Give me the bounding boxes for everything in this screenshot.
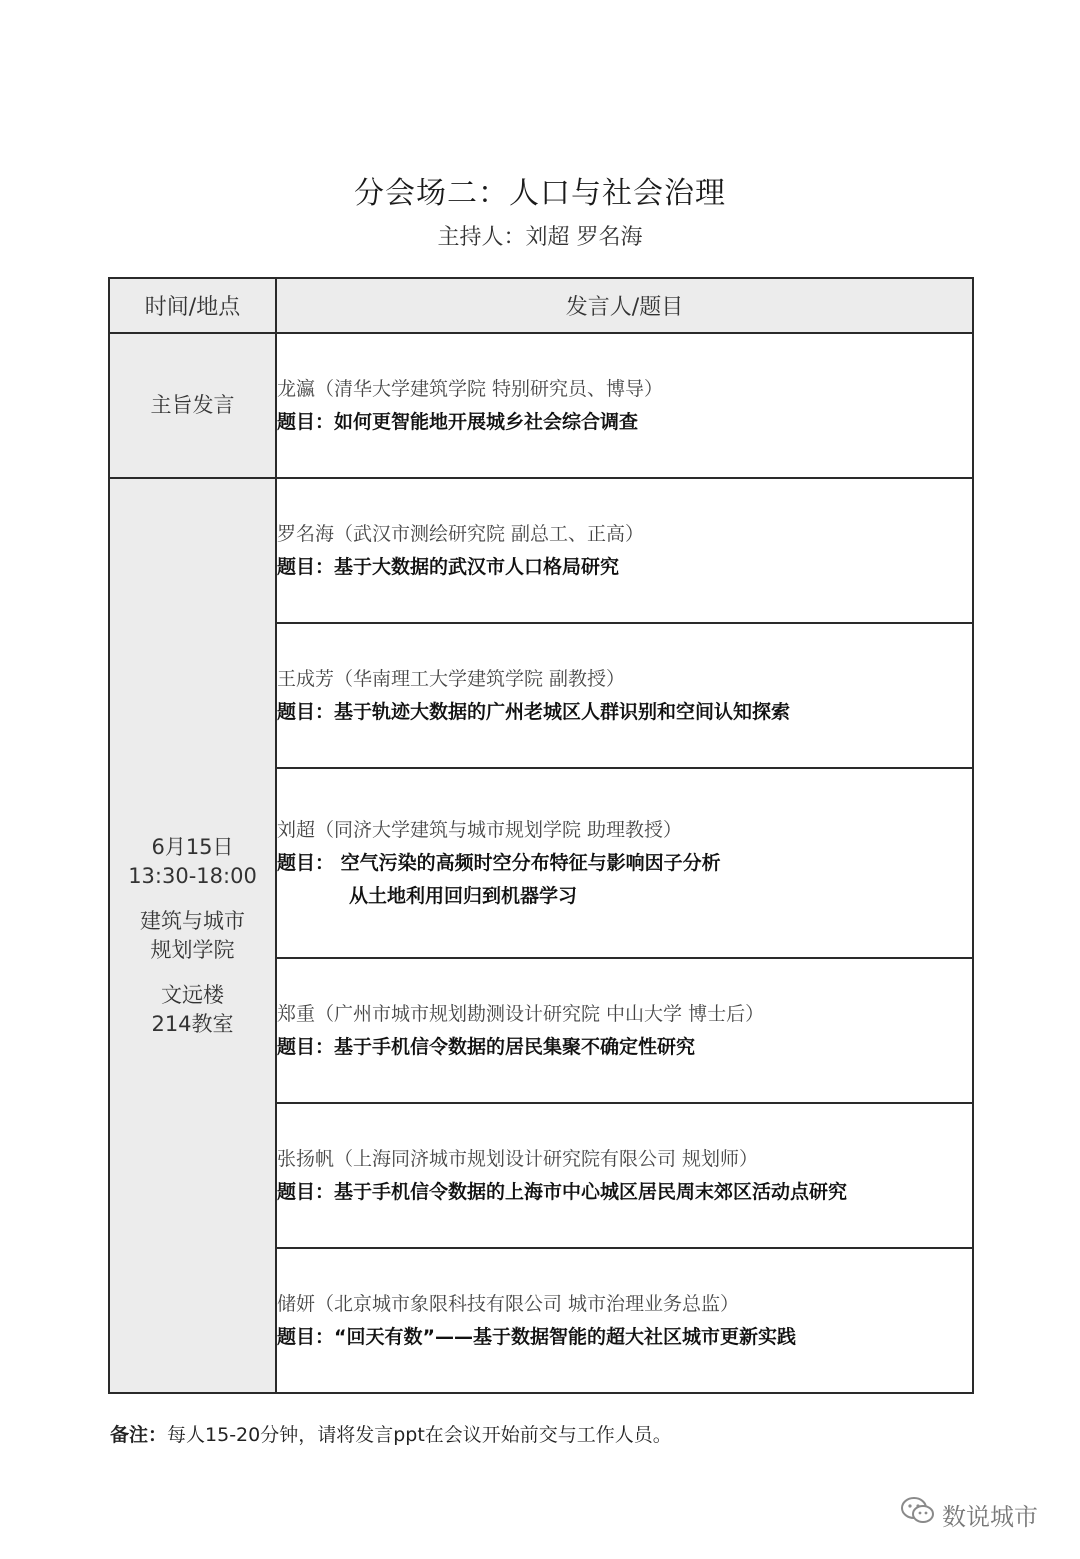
- footer-note: [110, 1420, 672, 1447]
- topic: 题目：基于轨迹大数据的广州老城区人群识别和空间认知探索: [277, 700, 791, 723]
- session-info: [109, 478, 276, 1393]
- table-row: [109, 478, 973, 623]
- speaker: 刘超（同济大学建筑与城市规划学院 助理教授）: [277, 818, 683, 841]
- talk-cell: [276, 333, 973, 478]
- session-room: 文远楼: [161, 982, 224, 1007]
- speaker: 储妍（北京城市象限科技有限公司 城市治理业务总监）: [277, 1292, 740, 1315]
- topic: 题目： 空气污染的高频时空分布特征与影响因子分析: [277, 851, 721, 874]
- note-label: 备注：: [110, 1424, 168, 1446]
- watermark-text: 数说城市: [942, 1502, 1038, 1531]
- talk-cell: [276, 958, 973, 1103]
- session-time: 13:30-18:00: [128, 863, 257, 888]
- talk-cell: [276, 623, 973, 768]
- topic-continued: 从土地利用回归到机器学习: [349, 884, 578, 907]
- speaker: 罗名海（武汉市测绘研究院 副总工、正高）: [277, 522, 645, 545]
- session-date: 6月15日: [151, 834, 234, 859]
- page-title: 分会场二：人口与社会治理: [354, 176, 726, 211]
- talk-cell: [276, 1248, 973, 1393]
- watermark: [900, 1496, 1038, 1532]
- speaker: 龙瀛（清华大学建筑学院 特别研究员、博导）: [277, 377, 664, 400]
- agenda-table: [108, 277, 974, 1394]
- speaker: 王成芳（华南理工大学建筑学院 副教授）: [277, 667, 626, 690]
- speaker: 张扬帆（上海同济城市规划设计研究院有限公司 规划师）: [277, 1147, 759, 1170]
- topic: 题目：如何更智能地开展城乡社会综合调查: [277, 410, 639, 433]
- topic: 题目：基于大数据的武汉市人口格局研究: [277, 555, 620, 578]
- session-room: 214教室: [151, 1011, 234, 1036]
- speaker: 郑重（广州市城市规划勘测设计研究院 中山大学 博士后）: [277, 1002, 765, 1025]
- talk-cell: [276, 1103, 973, 1248]
- col-header-time: 时间/地点: [109, 278, 276, 333]
- wechat-icon: [900, 1496, 936, 1532]
- session-place: 规划学院: [150, 937, 235, 962]
- table-row: [109, 333, 973, 478]
- talk-cell: [276, 768, 973, 958]
- topic: 题目：基于手机信令数据的上海市中心城区居民周末郊区活动点研究: [277, 1180, 848, 1203]
- col-header-speaker: 发言人/题目: [276, 278, 973, 333]
- hosts-line: 主持人：刘超 罗名海: [437, 225, 643, 250]
- keynote-label: 主旨发言: [109, 333, 276, 478]
- note-text: 每人15-20分钟，请将发言ppt在会议开始前交与工作人员。: [167, 1424, 672, 1446]
- talk-cell: [276, 478, 973, 623]
- topic: 题目：基于手机信令数据的居民集聚不确定性研究: [277, 1035, 696, 1058]
- table-header-row: [109, 278, 973, 333]
- session-place: 建筑与城市: [140, 908, 245, 933]
- topic: 题目：“回天有数”——基于数据智能的超大社区城市更新实践: [277, 1325, 796, 1348]
